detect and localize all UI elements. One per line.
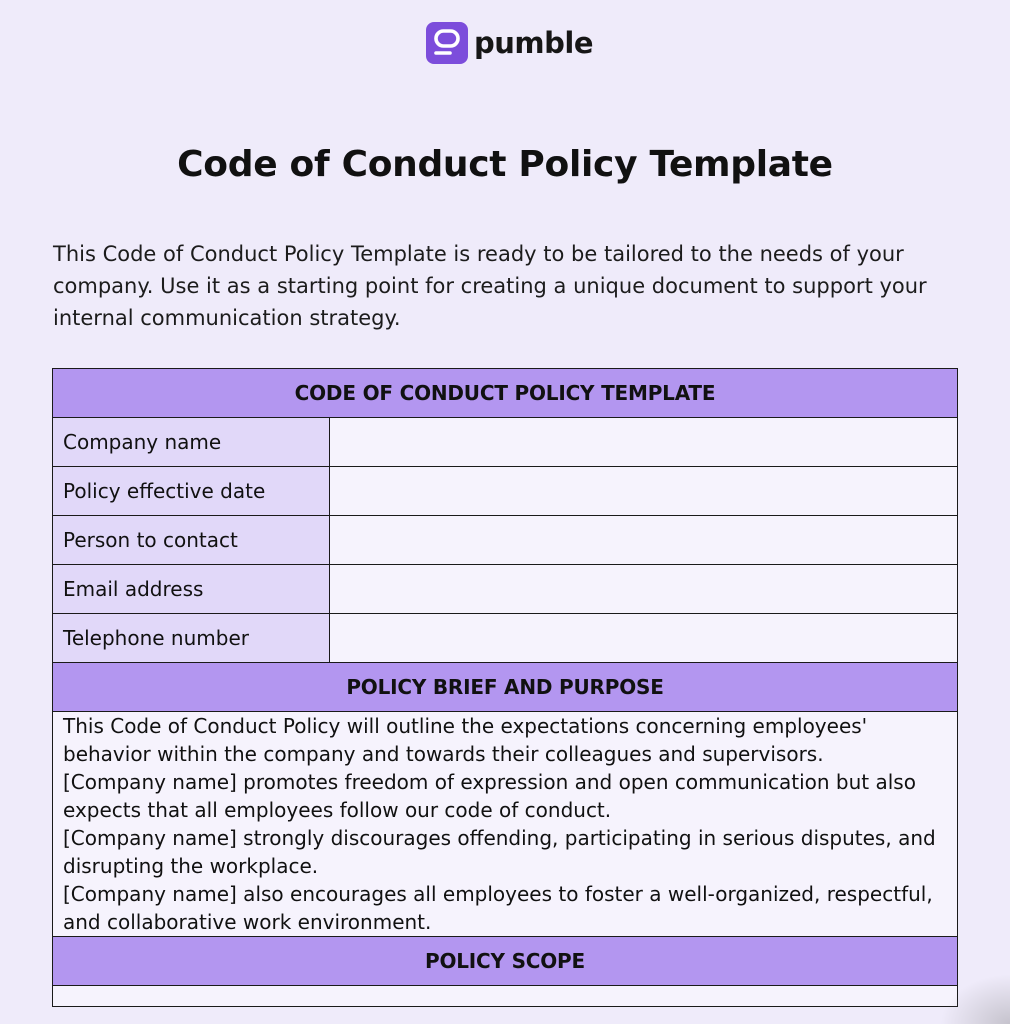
field-label: Telephone number (53, 614, 330, 663)
field-row-email (53, 565, 958, 614)
policy-table (52, 368, 958, 1007)
field-row-telephone (53, 614, 958, 663)
telephone-field[interactable] (330, 614, 958, 663)
section-paragraph: [Company name] also encourages all employees to foster a well-organized, respectful, and collaborative work environment. (63, 882, 933, 934)
section-body-brief (53, 712, 958, 937)
field-label: Person to contact (53, 516, 330, 565)
effective-date-field[interactable] (330, 467, 958, 516)
document-title: Code of Conduct Policy Template (177, 144, 833, 185)
contact-person-field[interactable] (330, 516, 958, 565)
section-header-row (53, 937, 958, 986)
field-label: Email address (53, 565, 330, 614)
section-header-row (53, 663, 958, 712)
section-paragraph: This Code of Conduct Policy will outline the expectations concerning employees' behavior within the company and towards their colleagues and supervisors. (63, 714, 868, 766)
brand-logo (426, 22, 593, 64)
section-paragraph: [Company name] strongly discourages offending, participating in serious disputes, and disrupting the workplace. (63, 826, 936, 878)
field-label: Policy effective date (53, 467, 330, 516)
company-name-field[interactable] (330, 418, 958, 467)
section-body-scope (53, 986, 958, 1007)
pumble-logo-icon (426, 22, 468, 64)
document-intro: This Code of Conduct Policy Template is ready to be tailored to the needs of your company. Use it as a starting point for creating a unique document to support your internal communication strategy. (53, 242, 927, 330)
brand-name: pumble (474, 26, 593, 60)
table-header-row (53, 369, 958, 418)
field-row-effective-date (53, 467, 958, 516)
table-header: CODE OF CONDUCT POLICY TEMPLATE (53, 369, 958, 418)
field-row-company-name (53, 418, 958, 467)
section-body-row (53, 712, 958, 937)
section-heading-scope: POLICY SCOPE (53, 937, 958, 986)
field-label: Company name (53, 418, 330, 467)
section-heading-brief: POLICY BRIEF AND PURPOSE (53, 663, 958, 712)
section-body-row (53, 986, 958, 1007)
section-paragraph: [Company name] promotes freedom of expression and open communication but also expects that all employees follow our code of conduct. (63, 770, 916, 822)
field-row-contact-person (53, 516, 958, 565)
email-field[interactable] (330, 565, 958, 614)
